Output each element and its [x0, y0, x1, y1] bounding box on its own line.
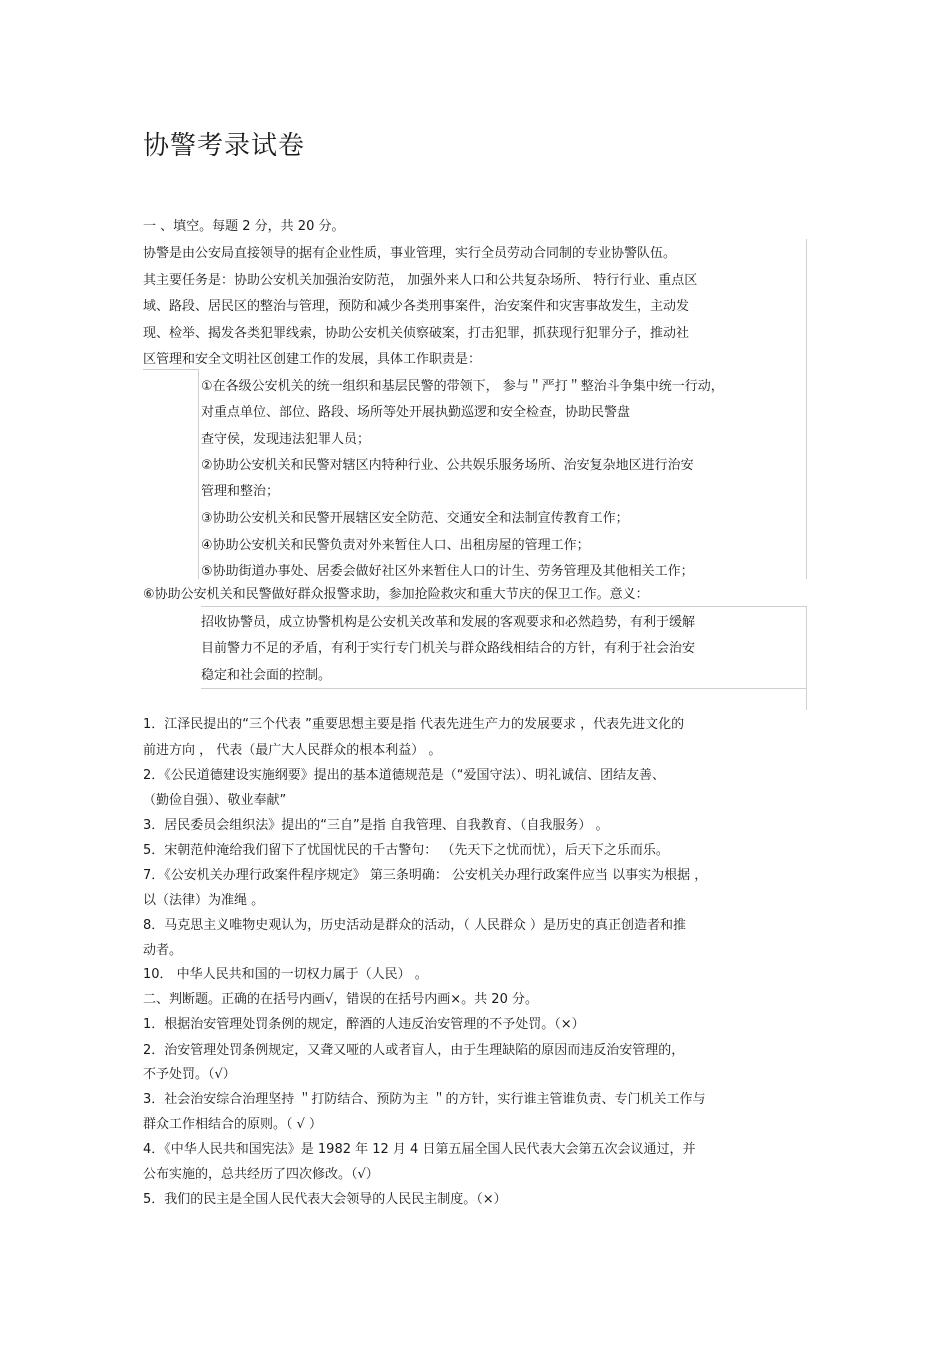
duty-item: ①在各级公安机关的统一组织和基层民警的带领下， 参与＂严打＂整治斗争集中统一行动， [201, 379, 724, 394]
question-5: 5．宋朝范仲淹给我们留下了忧国忧民的千古警句： （先天下之忧而忧），后天下之乐而乐。 [143, 843, 669, 858]
question-1-cont: 前进方向 ， 代表（最广大人民群众的根本利益） 。 [143, 743, 442, 758]
duty-item-cont: 对重点单位、部位、路段、场所等处开展执勤巡逻和安全检查，协助民警盘 [201, 405, 631, 420]
text-line: 区管理和安全文明社区创建工作的发展，具体工作职责是： [143, 352, 482, 367]
page-title: 协警考录试卷 [143, 131, 306, 161]
question-1: 1．江泽民提出的“三个代表 ”重要思想主要是指 代表先进生产力的发展要求 ，代表先进文化的 [143, 717, 685, 732]
duty-item: ③协助公安机关和民警开展辖区安全防范、交通安全和法制宣传教育工作； [201, 511, 629, 526]
tf-question-2-cont: 不予处罚。（√） [143, 1067, 236, 1082]
tf-question-5: 5．我们的民主是全国人民代表大会领导的人民民主制度。（×） [143, 1192, 507, 1207]
text-line: 域、路段、居民区的整治与管理，预防和减少各类刑事案件，治安案件和灾害事故发生，主动发 [143, 299, 690, 314]
text-line: 其主要任务是：协助公安机关加强治安防范， 加强外来人口和公共复杂场所、 特行行业、重点区 [143, 273, 698, 288]
question-2-cont: （勤俭自强）、敬业奉献” [143, 793, 287, 808]
box-rule-mid-bottom [201, 688, 807, 689]
question-7: 7．《公安机关办理行政案件程序规定》 第三条明确： 公安机关办理行政案件应当 以事实为根据 ， [143, 868, 708, 883]
box-rule-mid-top [201, 606, 807, 607]
tf-question-4: 4．《中华人民共和国宪法》是 1982 年 12 月 4 日第五届全国人民代表大会第五次会议通过，并 [143, 1142, 696, 1157]
tf-question-3: 3．社会治安综合治理坚持 ＂打防结合、预防为主 ＂的方针，实行谁主管谁负责、专门机关工作与 [143, 1092, 706, 1107]
question-2: 2．《公民道德建设实施纲要》提出的基本道德规范是（“爱国守法）、明礼诚信、团结友善、 [143, 768, 666, 783]
tf-question-1: 1．根据治安管理处罚条例的规定，醉酒的人违反治安管理的不予处罚。（×） [143, 1017, 585, 1032]
question-8-cont: 动者。 [143, 943, 183, 958]
significance-line: 稳定和社会面的控制。 [201, 668, 332, 683]
duty-item-cont: 管理和整治； [201, 484, 280, 499]
tf-question-3-cont: 群众工作相结合的原则。（ √ ） [143, 1117, 323, 1132]
duty-item: ⑤协助街道办事处、居委会做好社区外来暂住人口的计生、劳务管理及其他相关工作； [201, 564, 694, 579]
question-3: 3．居民委员会组织法》提出的“三自”是指 自我管理、自我教育、（自我服务） 。 [143, 818, 609, 833]
duty-item: ②协助公安机关和民警对辖区内特种行业、公共娱乐服务场所、治安复杂地区进行治安 [201, 458, 694, 473]
significance-line: 目前警力不足的矛盾，有利于实行专门机关与群众路线相结合的方针，有利于社会治安 [201, 641, 696, 656]
duty-item: ⑥协助公安机关和民警做好群众报警求助，参加抢险救灾和重大节庆的保卫工作。意义： [143, 587, 649, 602]
significance-line: 招收协警员，成立协警机构是公安机关改革和发展的客观要求和必然趋势，有利于缓解 [201, 615, 696, 630]
question-8: 8．马克思主义唯物史观认为，历史活动是群众的活动，（ 人民群众 ）是历史的真正创造者和推 [143, 918, 687, 933]
box-rule-left [143, 369, 198, 370]
section-heading-true-false: 二、判断题。正确的在括号内画√，错误的在括号内画×。共 20 分。 [143, 992, 538, 1007]
question-7-cont: 以（法律）为准绳 。 [143, 893, 265, 908]
duty-item: ④协助公安机关和民警负责对外来暂住人口、出租房屋的管理工作； [201, 538, 590, 553]
tf-question-4-cont: 公布实施的，总共经历了四次修改。（√） [143, 1167, 379, 1182]
text-line: 协警是由公安局直接领导的据有企业性质，事业管理，实行全员劳动合同制的专业协警队伍。 [143, 246, 677, 261]
question-10: 10． 中华人民共和国的一切权力属于（人民） 。 [143, 967, 428, 982]
box-rule-mid-right [806, 606, 807, 710]
box-rule-top-right [806, 239, 807, 579]
text-line: 现、检举、揭发各类犯罪线索，协助公安机关侦察破案，打击犯罪，抓获现行犯罪分子，推动社 [143, 326, 690, 341]
duty-item-cont: 查守侯，发现违法犯罪人员； [201, 432, 371, 447]
box-rule-inner-left [198, 369, 199, 579]
tf-question-2: 2．治安管理处罚条例规定，又聋又哑的人或者盲人，由于生理缺陷的原因而违反治安管理的， [143, 1043, 685, 1058]
section-heading-fill-blank: 一 、填空。每题 2 分，共 20 分。 [143, 219, 345, 234]
